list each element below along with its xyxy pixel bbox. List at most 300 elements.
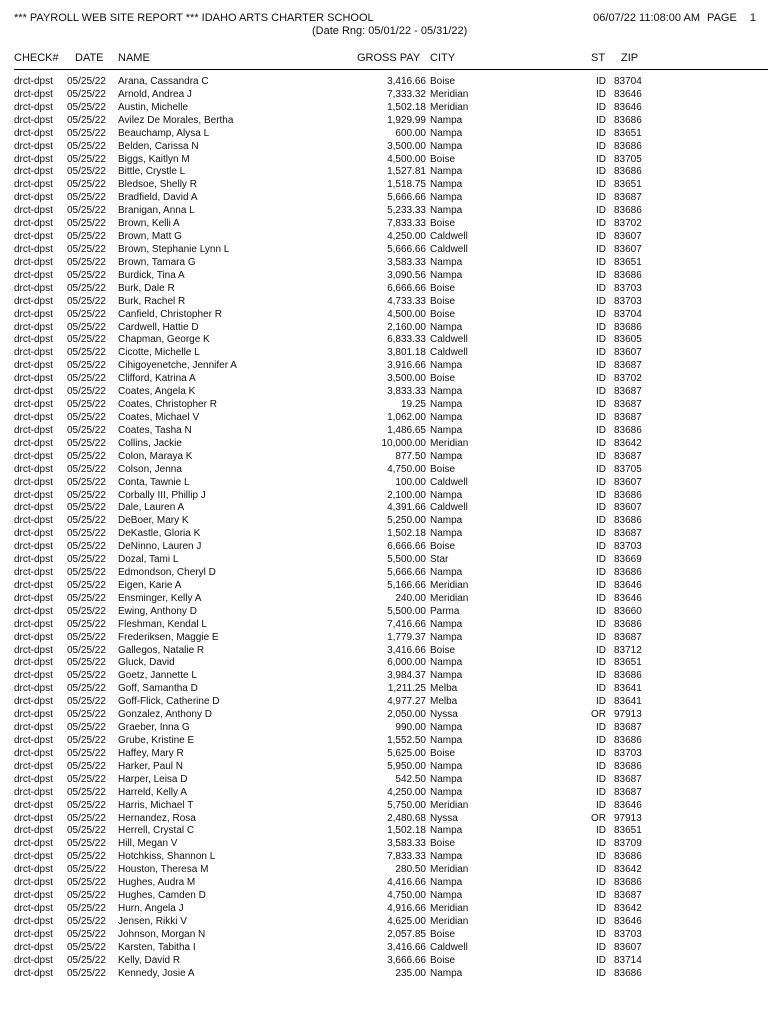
cell-date: 05/25/22 [67,941,106,953]
table-row [0,864,770,877]
cell-city: Meridian [430,88,469,100]
cell-zip: 83687 [614,773,642,785]
cell-name: DeBoer, Mary K [118,515,189,527]
cell-st: ID [596,670,606,682]
cell-zip: 83646 [614,101,642,113]
cell-st: ID [596,153,606,165]
cell-gross-pay: 3,916.66 [387,360,426,372]
cell-st: ID [596,373,606,385]
cell-zip: 83607 [614,476,642,488]
cell-city: Caldwell [430,243,468,255]
cell-gross-pay: 4,500.00 [387,153,426,165]
cell-name: Colson, Jenna [118,463,182,475]
cell-gross-pay: 4,625.00 [387,915,426,927]
cell-name: Fleshman, Kendal L [118,618,207,630]
cell-zip: 83687 [614,450,642,462]
cell-gross-pay: 3,416.66 [387,76,426,87]
table-row [0,683,770,696]
table-row [0,722,770,735]
cell-name: Frederiksen, Maggie E [118,631,219,643]
cell-date: 05/25/22 [67,903,106,914]
cell-name: Hughes, Camden D [118,890,206,902]
cell-date: 05/25/22 [67,735,106,747]
cell-city: Star [430,554,449,566]
cell-zip: 83646 [614,915,642,927]
cell-zip: 83669 [614,554,642,566]
cell-date: 05/25/22 [67,890,106,902]
cell-date: 05/25/22 [67,967,106,979]
cell-name: Beauchamp, Alysa L [118,127,210,139]
cell-date: 05/25/22 [67,657,106,669]
table-row [0,593,770,606]
cell-name: Bradfield, David A [118,192,198,204]
cell-name: Arana, Cassandra C [118,76,209,87]
cell-st: ID [596,657,606,669]
cell-st: ID [596,399,606,411]
cell-gross-pay: 3,090.56 [387,269,426,281]
cell-st: ID [596,140,606,152]
cell-st: ID [596,256,606,268]
cell-name: Arnold, Andrea J [118,88,192,100]
cell-city: Boise [430,295,456,307]
cell-st: ID [596,321,606,333]
cell-city: Nampa [430,166,463,178]
cell-gross-pay: 240.00 [395,592,426,604]
table-row [0,309,770,322]
cell-city: Nampa [430,127,463,139]
cell-gross-pay: 6,833.33 [387,334,426,346]
table-row [0,334,770,347]
cell-city: Nampa [430,967,463,979]
cell-check: drct-dpst [14,928,53,940]
cell-st: ID [596,437,606,449]
cell-zip: 83686 [614,489,642,501]
cell-name: Harreld, Kelly A [118,786,187,798]
cell-gross-pay: 3,583.33 [387,838,426,850]
cell-date: 05/25/22 [67,631,106,643]
cell-city: Meridian [430,101,469,113]
cell-check: drct-dpst [14,670,53,682]
cell-city: Caldwell [430,347,468,359]
table-row [0,490,770,503]
cell-st: ID [596,179,606,191]
cell-gross-pay: 5,750.00 [387,799,426,811]
cell-check: drct-dpst [14,967,53,979]
cell-date: 05/25/22 [67,295,106,307]
cell-gross-pay: 1,552.50 [387,735,426,747]
cell-name: Branigan, Anna L [118,205,195,217]
table-row [0,438,770,451]
cell-name: Brown, Stephanie Lynn L [118,243,230,255]
cell-date: 05/25/22 [67,915,106,927]
cell-city: Meridian [430,799,469,811]
cell-date: 05/25/22 [67,256,106,268]
cell-date: 05/25/22 [67,166,106,178]
cell-st: ID [596,360,606,372]
cell-city: Nampa [430,760,463,772]
cell-city: Nampa [430,722,463,734]
cell-zip: 83607 [614,243,642,255]
cell-name: Houston, Theresa M [118,864,209,876]
cell-st: ID [596,114,606,126]
cell-gross-pay: 3,583.33 [387,256,426,268]
cell-check: drct-dpst [14,825,53,837]
cell-name: Gluck, David [118,657,175,669]
cell-check: drct-dpst [14,205,53,217]
cell-city: Nampa [430,515,463,527]
cell-gross-pay: 1,062.00 [387,411,426,423]
cell-gross-pay: 3,833.33 [387,386,426,398]
cell-date: 05/25/22 [67,411,106,423]
table-row [0,76,770,89]
cell-check: drct-dpst [14,463,53,475]
cell-check: drct-dpst [14,386,53,398]
cell-name: Coates, Angela K [118,386,196,398]
cell-st: ID [596,541,606,553]
cell-check: drct-dpst [14,528,53,540]
cell-st: ID [596,967,606,979]
cell-st: ID [596,786,606,798]
cell-gross-pay: 4,916.66 [387,903,426,914]
cell-date: 05/25/22 [67,450,106,462]
cell-date: 05/25/22 [67,541,106,553]
cell-name: Colon, Maraya K [118,450,193,462]
table-row [0,425,770,438]
cell-st: ID [596,218,606,230]
cell-st: ID [596,683,606,695]
cell-st: ID [596,205,606,217]
cell-city: Parma [430,605,460,617]
cell-st: ID [596,515,606,527]
cell-gross-pay: 6,666.66 [387,282,426,294]
cell-st: ID [596,411,606,423]
cell-name: Hughes, Audra M [118,877,196,889]
cell-city: Caldwell [430,334,468,346]
table-row [0,141,770,154]
cell-city: Nampa [430,851,463,863]
cell-gross-pay: 3,801.18 [387,347,426,359]
cell-zip: 83605 [614,334,642,346]
cell-city: Boise [430,153,456,165]
header-divider [14,69,768,70]
cell-name: Cicotte, Michelle L [118,347,200,359]
table-row [0,942,770,955]
cell-city: Caldwell [430,502,468,514]
cell-check: drct-dpst [14,631,53,643]
cell-date: 05/25/22 [67,838,106,850]
cell-check: drct-dpst [14,554,53,566]
cell-check: drct-dpst [14,437,53,449]
cell-city: Boise [430,838,456,850]
cell-zip: 83687 [614,528,642,540]
cell-city: Nampa [430,386,463,398]
cell-gross-pay: 7,833.33 [387,218,426,230]
cell-city: Nampa [430,618,463,630]
cell-gross-pay: 2,100.00 [387,489,426,501]
cell-gross-pay: 6,000.00 [387,657,426,669]
cell-city: Nampa [430,179,463,191]
cell-name: Burdick, Tina A [118,269,185,281]
cell-date: 05/25/22 [67,243,106,255]
table-row [0,606,770,619]
cell-date: 05/25/22 [67,205,106,217]
cell-zip: 83686 [614,269,642,281]
cell-date: 05/25/22 [67,437,106,449]
cell-zip: 83651 [614,179,642,191]
cell-city: Nampa [430,890,463,902]
cell-gross-pay: 19.25 [400,399,426,411]
table-row [0,813,770,826]
cell-date: 05/25/22 [67,554,106,566]
page-number: 1 [749,12,756,24]
cell-city: Nampa [430,450,463,462]
cell-st: ID [596,386,606,398]
cell-gross-pay: 2,050.00 [387,709,426,721]
cell-name: Hernandez, Rosa [118,812,196,824]
cell-gross-pay: 5,666.66 [387,192,426,204]
cell-gross-pay: 990.00 [395,722,426,734]
cell-st: ID [596,334,606,346]
cell-name: Dozal, Tami L [118,554,179,566]
cell-date: 05/25/22 [67,799,106,811]
cell-check: drct-dpst [14,567,53,579]
table-row [0,477,770,490]
cell-gross-pay: 1,779.37 [387,631,426,643]
cell-gross-pay: 2,160.00 [387,321,426,333]
cell-gross-pay: 5,625.00 [387,747,426,759]
cell-zip: 83686 [614,877,642,889]
cell-check: drct-dpst [14,773,53,785]
cell-check: drct-dpst [14,373,53,385]
cell-check: drct-dpst [14,838,53,850]
cell-st: ID [596,243,606,255]
cell-zip: 83686 [614,567,642,579]
cell-date: 05/25/22 [67,851,106,863]
cell-date: 05/25/22 [67,463,106,475]
cell-st: ID [596,127,606,139]
cell-date: 05/25/22 [67,308,106,320]
cell-zip: 83702 [614,373,642,385]
cell-date: 05/25/22 [67,347,106,359]
cell-city: Meridian [430,579,469,591]
cell-name: Clifford, Katrina A [118,373,196,385]
cell-check: drct-dpst [14,915,53,927]
table-row [0,154,770,167]
cell-check: drct-dpst [14,101,53,113]
table-row [0,244,770,257]
cell-name: Dale, Lauren A [118,502,185,514]
cell-st: ID [596,864,606,876]
cell-gross-pay: 3,500.00 [387,373,426,385]
table-row [0,179,770,192]
cell-gross-pay: 877.50 [395,450,426,462]
table-row [0,903,770,916]
cell-zip: 83607 [614,941,642,953]
cell-st: ID [596,954,606,966]
cell-zip: 83687 [614,399,642,411]
cell-gross-pay: 7,833.33 [387,851,426,863]
cell-st: ID [596,851,606,863]
cell-date: 05/25/22 [67,825,106,837]
cell-date: 05/25/22 [67,114,106,126]
cell-city: Nyssa [430,812,458,824]
cell-date: 05/25/22 [67,528,106,540]
cell-gross-pay: 1,518.75 [387,179,426,191]
table-row [0,645,770,658]
cell-city: Melba [430,696,458,708]
cell-city: Nampa [430,489,463,501]
cell-check: drct-dpst [14,243,53,255]
cell-zip: 83687 [614,722,642,734]
cell-name: Hotchkiss, Shannon L [118,851,216,863]
cell-zip: 97913 [614,709,642,721]
table-row [0,347,770,360]
cell-date: 05/25/22 [67,153,106,165]
cell-date: 05/25/22 [67,399,106,411]
cell-gross-pay: 1,502.18 [387,825,426,837]
cell-city: Nampa [430,192,463,204]
cell-gross-pay: 4,750.00 [387,463,426,475]
table-row [0,968,770,981]
cell-zip: 83642 [614,864,642,876]
table-row [0,800,770,813]
cell-gross-pay: 5,666.66 [387,567,426,579]
cell-gross-pay: 1,486.65 [387,424,426,436]
cell-zip: 83686 [614,760,642,772]
cell-gross-pay: 7,416.66 [387,618,426,630]
cell-city: Nampa [430,424,463,436]
cell-name: Brown, Tamara G [118,256,196,268]
cell-st: OR [591,709,606,721]
payroll-table-body [0,76,770,981]
table-row [0,890,770,903]
cell-name: Chapman, George K [118,334,210,346]
cell-date: 05/25/22 [67,127,106,139]
cell-check: drct-dpst [14,941,53,953]
cell-date: 05/25/22 [67,502,106,514]
cell-gross-pay: 5,166.66 [387,579,426,591]
cell-zip: 83702 [614,218,642,230]
cell-gross-pay: 4,391.66 [387,502,426,514]
cell-city: Nampa [430,735,463,747]
cell-city: Nampa [430,657,463,669]
cell-city: Meridian [430,915,469,927]
cell-st: ID [596,825,606,837]
cell-name: Johnson, Morgan N [118,928,206,940]
cell-name: Avilez De Morales, Bertha [118,114,234,126]
cell-name: DeKastle, Gloria K [118,528,201,540]
cell-date: 05/25/22 [67,567,106,579]
cell-date: 05/25/22 [67,812,106,824]
cell-check: drct-dpst [14,541,53,553]
cell-city: Caldwell [430,941,468,953]
cell-check: drct-dpst [14,334,53,346]
cell-check: drct-dpst [14,347,53,359]
cell-city: Nampa [430,825,463,837]
table-row [0,89,770,102]
cell-check: drct-dpst [14,140,53,152]
cell-check: drct-dpst [14,605,53,617]
cell-zip: 83607 [614,347,642,359]
cell-name: Gonzalez, Anthony D [118,709,212,721]
date-range: (Date Rng: 05/01/22 - 05/31/22) [312,25,468,37]
cell-city: Nampa [430,399,463,411]
cell-name: Biggs, Kaitlyn M [118,153,190,165]
cell-st: ID [596,605,606,617]
cell-zip: 83607 [614,502,642,514]
cell-check: drct-dpst [14,618,53,630]
cell-check: drct-dpst [14,256,53,268]
cell-name: Brown, Matt G [118,231,182,243]
cell-check: drct-dpst [14,166,53,178]
cell-name: Karsten, Tabitha I [118,941,196,953]
cell-st: ID [596,941,606,953]
table-row [0,838,770,851]
col-header-name: NAME [118,52,150,64]
cell-zip: 83687 [614,890,642,902]
table-row [0,205,770,218]
cell-check: drct-dpst [14,231,53,243]
cell-gross-pay: 10,000.00 [381,437,426,449]
cell-city: Caldwell [430,476,468,488]
table-row [0,386,770,399]
cell-name: DeNinno, Lauren J [118,541,202,553]
cell-st: ID [596,747,606,759]
cell-zip: 83686 [614,424,642,436]
cell-name: Edmondson, Cheryl D [118,567,216,579]
table-row [0,696,770,709]
cell-st: ID [596,915,606,927]
cell-name: Grube, Kristine E [118,735,195,747]
cell-city: Nampa [430,631,463,643]
cell-check: drct-dpst [14,76,53,87]
cell-city: Nampa [430,140,463,152]
table-row [0,787,770,800]
cell-check: drct-dpst [14,851,53,863]
cell-zip: 83646 [614,799,642,811]
cell-date: 05/25/22 [67,605,106,617]
cell-zip: 83607 [614,231,642,243]
cell-check: drct-dpst [14,399,53,411]
cell-city: Boise [430,954,456,966]
cell-city: Boise [430,373,456,385]
cell-zip: 83687 [614,411,642,423]
cell-date: 05/25/22 [67,683,106,695]
cell-zip: 83687 [614,786,642,798]
cell-gross-pay: 5,500.00 [387,605,426,617]
cell-gross-pay: 5,250.00 [387,515,426,527]
cell-city: Nampa [430,411,463,423]
cell-st: ID [596,502,606,514]
cell-name: Coates, Christopher R [118,399,217,411]
cell-check: drct-dpst [14,450,53,462]
cell-zip: 83641 [614,696,642,708]
cell-city: Nampa [430,269,463,281]
cell-city: Boise [430,928,456,940]
cell-zip: 83687 [614,631,642,643]
cell-name: Ensminger, Kelly A [118,592,202,604]
cell-gross-pay: 4,250.00 [387,231,426,243]
cell-check: drct-dpst [14,218,53,230]
table-row [0,709,770,722]
col-header-check: CHECK# [14,52,59,64]
cell-city: Boise [430,218,456,230]
cell-zip: 83704 [614,76,642,87]
cell-name: Hill, Megan V [118,838,178,850]
cell-st: ID [596,282,606,294]
cell-city: Nampa [430,114,463,126]
table-row [0,464,770,477]
